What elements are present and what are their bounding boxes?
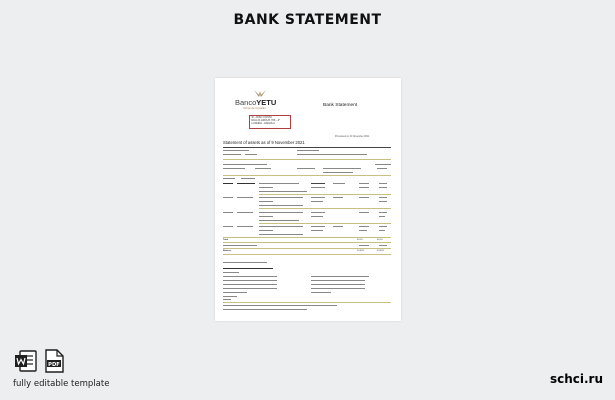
fine-print [323,168,361,169]
fine-print [323,172,353,173]
balance-label: Balance [223,250,232,252]
fine-print [223,268,273,269]
fine-print [311,197,325,198]
fine-print [311,216,323,217]
fine-print [259,226,303,227]
fine-print [237,183,255,184]
fine-print [311,288,365,289]
logo-brand-plain: Banco [235,98,257,107]
fine-print [311,230,323,231]
fine-print [311,292,331,293]
address-box [249,115,291,129]
fine-print [223,226,233,227]
address-line: RUA 21 AROUX 706 - 4° [251,118,281,122]
statement-title: Statement of assets as of 9 November 2021 [223,140,305,145]
fine-print [311,276,369,277]
fine-print [359,183,369,184]
fine-print [359,212,369,213]
fine-print [379,187,387,188]
fine-print [359,197,369,198]
svg-text:PDF: PDF [48,361,60,368]
fine-print [259,230,273,231]
fine-print [297,154,367,155]
fine-print [379,230,385,231]
fine-print [259,216,273,217]
fine-print [223,150,249,151]
fine-print [359,230,367,231]
logo-tagline: Tempo de Inovação [243,107,266,110]
divider [259,223,391,224]
fine-print [259,234,303,235]
fine-print [237,226,253,227]
fine-print [379,216,385,217]
address-line: LUANDA - ANGOLA [251,121,275,125]
fine-print [359,226,369,227]
fine-print [223,280,277,281]
divider [223,254,391,255]
fine-print [359,187,369,188]
fine-print [333,197,343,198]
fine-print [379,183,387,184]
fine-print [375,164,391,165]
divider [259,208,391,209]
fine-print [311,212,325,213]
fine-print [297,150,319,151]
fine-print [223,154,241,155]
total-label: Total [223,239,229,241]
fine-print [259,201,273,202]
fine-print [223,276,277,277]
fine-print [297,168,315,169]
bird-logo-icon [253,88,267,98]
fine-print [223,305,337,306]
fine-print [379,212,387,213]
divider [223,248,391,249]
fine-print [223,212,233,213]
fine-print [237,197,253,198]
fine-print [259,220,299,221]
processed-date: Processed on 10 November 2021 [335,136,370,138]
divider [223,175,391,176]
logo-wordmark [235,99,276,107]
fine-print [245,154,257,155]
fine-print [259,183,299,184]
fine-print [259,197,303,198]
fine-print [223,164,267,165]
document-title: Bank Statement [323,103,358,108]
fine-print [311,226,325,227]
fine-print [223,245,257,246]
statement-preview [215,78,401,321]
divider [223,159,391,160]
fine-print [223,309,307,310]
balance-value-a: 20,833 [357,250,364,252]
fine-print [359,245,369,246]
word-document-icon [14,349,38,373]
total-value-a: 46.18 [357,239,363,241]
fine-print [259,187,273,188]
divider [223,147,391,148]
fine-print [333,183,345,184]
fine-print [259,212,303,213]
balance-value-b: 20,833 [377,250,384,252]
editable-caption: fully editable template [13,379,110,389]
fine-print [223,292,247,293]
fine-print [311,183,325,184]
fine-print [223,284,277,285]
fine-print [311,187,325,188]
fine-print [379,226,387,227]
fine-print [223,197,233,198]
divider [223,302,391,303]
fine-print [379,245,387,246]
total-value-b: 46.18 [377,239,383,241]
logo-brand-bold: YETU [256,98,277,107]
fine-print [259,191,307,192]
fine-print [379,197,387,198]
fine-print [311,280,365,281]
divider [223,237,391,238]
divider [223,242,391,243]
fine-print [223,168,245,169]
fine-print [379,201,387,202]
divider [259,194,391,195]
fine-print [259,205,303,206]
page-title: BANK STATEMENT [233,12,382,28]
site-watermark: schci.ru [549,372,603,386]
fine-print [223,178,235,179]
fine-print [255,168,271,169]
fine-print [333,226,343,227]
fine-print [377,168,387,169]
fine-print [223,288,277,289]
fine-print [223,183,233,184]
fine-print [223,296,237,297]
pdf-document-icon [44,349,64,373]
fine-print [237,212,253,213]
fine-print [223,299,231,300]
fine-print [223,272,239,273]
fine-print [241,178,255,179]
fine-print [311,284,365,285]
fine-print [223,262,267,263]
address-line: Sr. JOAO COSTA [251,116,272,119]
fine-print [311,201,323,202]
